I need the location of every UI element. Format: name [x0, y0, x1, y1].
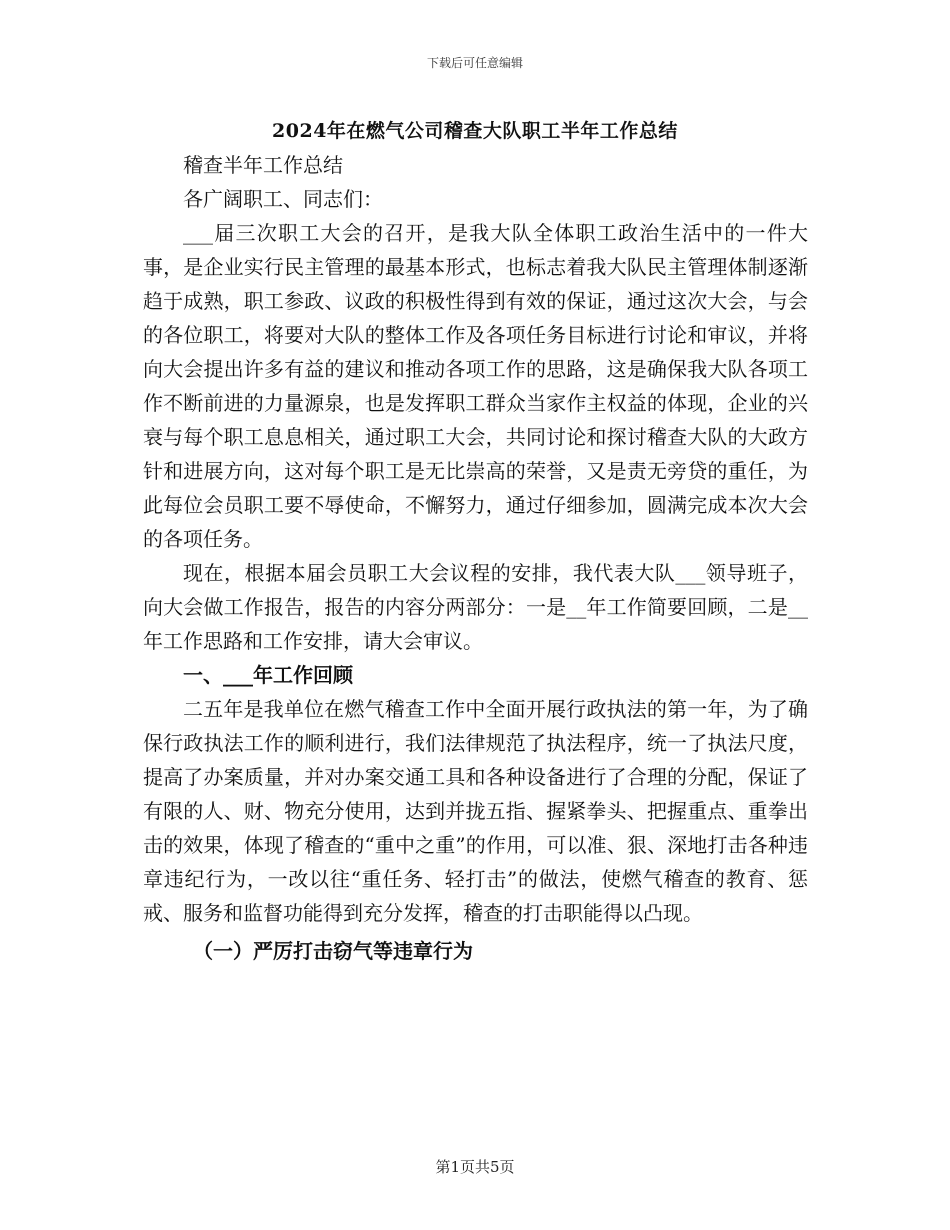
section-heading-review: 一、___年工作回顾: [183, 663, 353, 687]
paragraph-intro: ___届三次职工大会的召开，是我大队全体职工政治生活中的一件大事，是企业实行民主管理的最基本形式，也标志着我大队民主管理体制逐渐趋于成熟，职工参政、议政的积极性得到有效的保证，通过这次大会，与会的各位职工，将要对大队的整体工作及各项任务目标进行讨论和审议，并将向大会提出许多有益的建议和推动各项工作的思路，这是确保我大队各项工作不断前进的力量源泉，也是发挥职工群众当家作主权益的体现，企业的兴衰与每个职工息息相关，通过职工大会，共同讨论和探讨稽查大队的大政方针和进展方向，这对每个职工是无比崇高的荣誉，又是责无旁贷的重任，为此每位会员职工要不辱使命，不懈努力，通过仔细参加，圆满完成本次大会的各项任务。: [143, 221, 808, 551]
paragraph-subtitle: 稽查半年工作总结: [183, 153, 343, 177]
subsection-heading-crackdown: （一）严厉打击窃气等违章行为: [193, 939, 473, 963]
page-footer-number: 第1页共5页: [435, 1158, 515, 1176]
paragraph-salutation: 各广阔职工、同志们：: [183, 187, 383, 211]
paragraph-agenda: 现在，根据本届会员职工大会议程的安排，我代表大队___领导班子，向大会做工作报告，报告的内容分两部分：一是__年工作简要回顾，二是__年工作思路和工作安排，请大会审议。: [143, 561, 808, 653]
document-title: 2024年在燃气公司稽查大队职工半年工作总结: [272, 120, 678, 142]
document-body: [143, 148, 808, 968]
page-header-note: 下载后可任意编辑: [426, 56, 523, 70]
paragraph-review: 二五年是我单位在燃气稽查工作中全面开展行政执法的第一年，为了确保行政执法工作的顺利进行，我们法律规范了执法程序，统一了执法尺度，提高了办案质量，并对办案交通工具和各种设备进行了合理的分配，保证了有限的人、财、物充分使用，达到并拢五指、握紧拳头、把握重点、重拳出击的效果，体现了稽查的“重中之重”的作用，可以准、狠、深地打击各种违章违纪行为，一改以往“重任务、轻打击”的做法，使燃气稽查的教育、惩戒、服务和监督功能得到充分发挥，稽查的打击职能得以凸现。: [143, 697, 808, 925]
